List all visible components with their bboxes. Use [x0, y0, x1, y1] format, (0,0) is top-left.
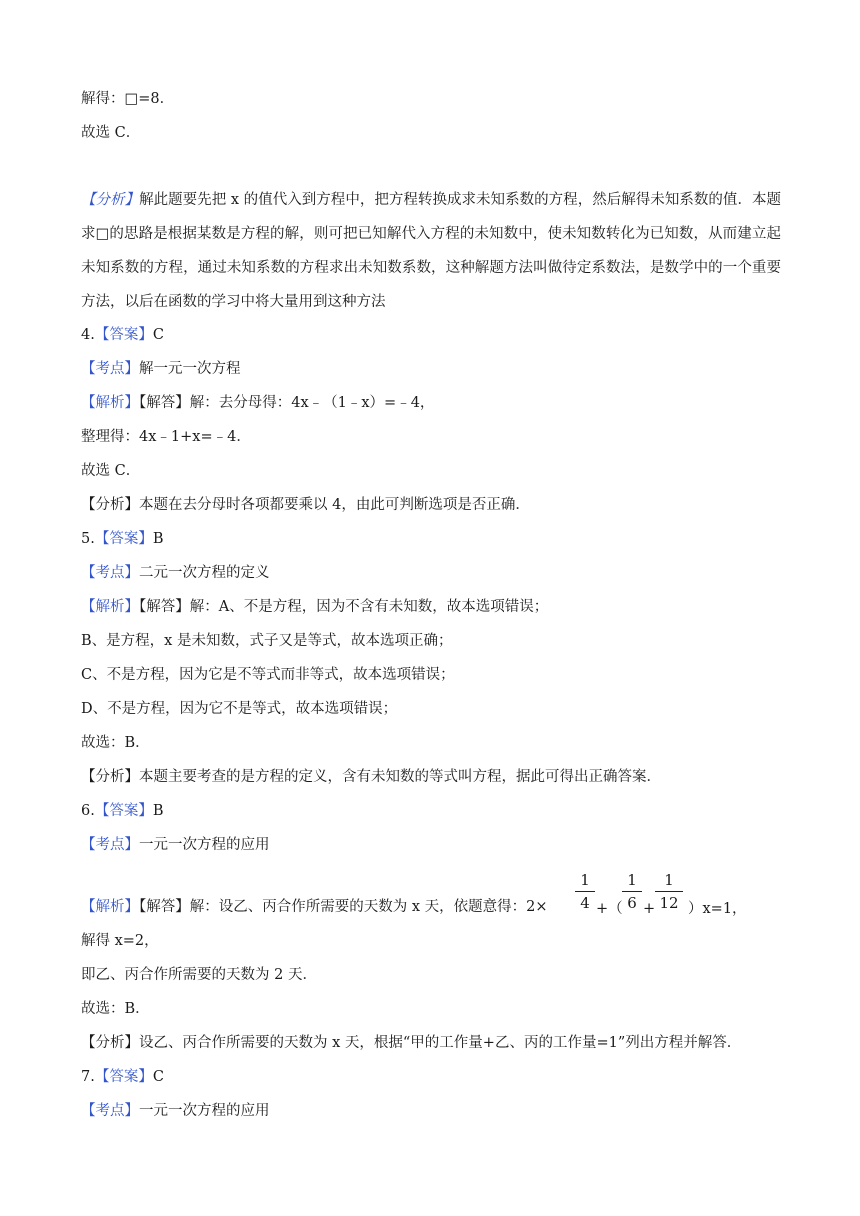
choice-line: 故选 C．: [81, 125, 141, 141]
q7-kaodian: 【考点】一元一次方程的应用: [81, 1103, 270, 1119]
q5-jiexi: 【解析】【解答】解：A、不是方程，因为不含有未知数，故本选项错误；: [81, 599, 549, 615]
fraction-one-quarter: 1 4: [575, 872, 595, 911]
q5-line4: D、不是方程，因为它不是等式，故本选项错误；: [81, 701, 398, 717]
q4-line2: 整理得：4x﹣1+x=﹣4．: [81, 429, 251, 445]
q4-line3: 故选 C．: [81, 463, 141, 479]
q4-jiexi: 【解析】【解答】解：去分母得：4x﹣（1﹣x）=﹣4，: [81, 395, 435, 411]
fraction-one-twelfth: 1 12: [655, 872, 683, 911]
q5-line3: C、不是方程，因为它是不等式而非等式，故本选项错误；: [81, 667, 455, 683]
q5-answer: 5.【答案】B: [81, 531, 164, 547]
plus-paren: +（: [596, 901, 623, 917]
q6-analysis: 【分析】设乙、丙合作所需要的天数为 x 天，根据“甲的工作量+乙、丙的工作量=1”列出方程并解答．: [81, 1035, 742, 1051]
analysis-tag: 【分析】: [81, 192, 140, 208]
q5-analysis: 【分析】本题主要考查的是方程的定义，含有未知数的等式叫方程，据此可得出正确答案．: [81, 769, 661, 785]
q6-kaodian: 【考点】一元一次方程的应用: [81, 837, 270, 853]
q5-line2: B、是方程，x 是未知数，式子又是等式，故本选项正确；: [81, 633, 453, 649]
q4-analysis: 【分析】本题在去分母时各项都要乘以 4，由此可判断选项是否正确．: [81, 497, 530, 513]
q6-answer: 6.【答案】B: [81, 803, 164, 819]
q6-line3: 即乙、丙合作所需要的天数为 2 天．: [81, 967, 317, 983]
q6-jiexi: 【解析】【解答】解：设乙、丙合作所需要的天数为 x 天，依题意得：2×: [81, 899, 548, 915]
fraction-one-sixth: 1 6: [622, 872, 642, 911]
q4-kaodian: 【考点】解一元一次方程: [81, 361, 241, 377]
plus-sign: +: [643, 901, 656, 917]
solution-line: 解得：□=8．: [81, 91, 175, 107]
equation-tail: ）x=1，: [688, 901, 747, 917]
analysis-paragraph: 【分析】解此题要先把 x 的值代入到方程中，把方程转换成求未知系数的方程，然后解得未知系数的值．本题求□的思路是根据某数是方程的解，则可把已知解代入方程的未知数中，使未知数转化为已知数，从而建立起未知系数的方程，通过未知系数的方程求出未知数系数，这种解题方法叫做待定系数法，是数学中的一个重要方法，以后在函数的学习中将大量用到这种方法: [81, 192, 781, 310]
q6-line4: 故选：B．: [81, 1001, 150, 1017]
q5-line5: 故选：B．: [81, 735, 150, 751]
q7-answer: 7.【答案】C: [81, 1069, 164, 1085]
q6-line2: 解得 x=2，: [81, 933, 159, 949]
q4-answer: 4.【答案】C: [81, 327, 164, 343]
q5-kaodian: 【考点】二元一次方程的定义: [81, 565, 270, 581]
